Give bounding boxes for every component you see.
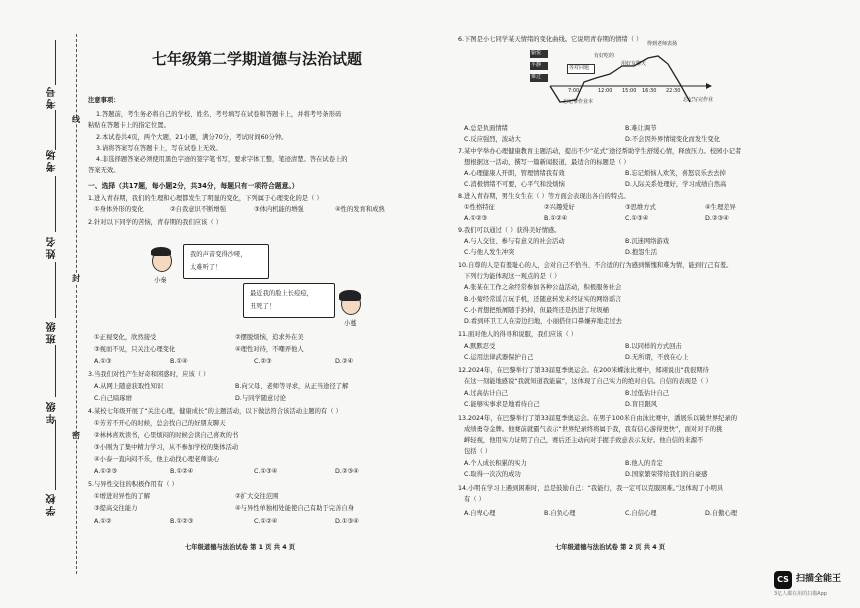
label-xingming: 姓名 (47, 235, 58, 259)
fill-line-xuexiao (55, 420, 56, 490)
label-nianji: 年级 (47, 400, 58, 424)
label-kaochang: 考场 (47, 148, 58, 172)
q9-option: A.与人交往、参与有意义的社会活动 (464, 238, 565, 245)
q11-option: B.以同样的方式回击 (625, 343, 682, 350)
seal-feng: 封 (72, 274, 80, 283)
notes-heading: 注意事项： (88, 97, 120, 104)
note-line: 答案无效。 (88, 167, 120, 174)
q4-choice: A.①②③ (94, 468, 118, 475)
q2-option: ①正视变化，欣然接受 (94, 334, 157, 341)
q4-option: ①芳芳不开心的时候，总会找自己的好朋友聊天 (94, 420, 226, 427)
q1-option: ④性的发育和成熟 (335, 206, 385, 213)
time-tick: 15:00 (622, 88, 637, 94)
section-heading: 一、选择（共17题，每小题2分，共34分，每题只有一项符合题意。） (88, 182, 299, 190)
emotion-curve (550, 53, 690, 102)
note-line: 1.答题前，考生务必将自己的学校、姓名、考号填写在试卷和答题卡上，并将考号条形码 (96, 111, 342, 118)
question-13: 13.2024年，在巴黎举行了第33届夏季奥运会。在男子100米自由泳比赛中，潘展乐以破世界纪录的 (458, 415, 738, 422)
speech-bubble-girl (243, 283, 335, 318)
q5-choice: B.①②③ (170, 518, 194, 525)
label-xuexiao: 学校 (47, 492, 58, 516)
label-banji: 班级 (47, 320, 58, 344)
q1-option: ③体内机能的增强 (254, 206, 304, 213)
curve-annotation: 用好友聊天 (621, 61, 647, 67)
scanner-brand: 扫描全能王 (796, 574, 842, 584)
q10-option: B.小菊经常谣言玩手机，还随意转发未经证实的网络谣言 (464, 296, 622, 303)
q1-option: ②自我意识不断增强 (170, 206, 227, 213)
time-tick: 7:00 (568, 88, 580, 94)
question-11: 11.面对他人的得寻和说服，我们应该（ ） (458, 331, 578, 338)
q13-option: B.他人的肯定 (625, 460, 663, 467)
note-line: 3.请将答案写在答题卡上，写在试卷上无效。 (96, 145, 222, 152)
q3-option: C.自己暗琢磨 (94, 395, 132, 402)
time-tick: 12:00 (598, 88, 613, 94)
q12-option: C.能够实事求是地看待自己 (464, 401, 540, 408)
q13-option: D.国家繁荣带给我们的自豪感 (625, 471, 708, 478)
q1-option: ①身体外形的变化 (94, 206, 144, 213)
q12-option: B.过低估计自己 (625, 390, 670, 397)
q5-option: ③提高交往能力 (94, 505, 138, 512)
girl-hair (339, 290, 361, 301)
q2-choice: B.①④ (170, 358, 188, 365)
q5-option: ①增进对异性的了解 (94, 493, 151, 500)
curve-annotation: 忘记写完作业 (683, 97, 714, 103)
q7-option: D.人际关系处理好，学习成绩自然高 (625, 181, 727, 188)
q5-choice: C.①②④ (254, 518, 278, 525)
legend-label: 愉悦 (531, 50, 542, 56)
q9-option: B.沉迷网络游戏 (625, 238, 670, 245)
question-3: 3.当我们对性产生好奇和困惑时，应该（ ） (88, 371, 210, 378)
question-5: 5.与异性交往的积极作用有（ ） (88, 481, 178, 488)
q8-option: ④生理差异 (705, 204, 736, 211)
q14-option: C.自信心理 (625, 510, 657, 517)
q12-option: D.盲目跟风 (625, 401, 658, 408)
fill-line-kaohao (55, 40, 56, 85)
question-12: 12.2024年，在巴黎举行了第33届夏季奥运会。在200米蝶泳比赛中，郑翊说出“我很期待 (458, 367, 709, 374)
question-2: 2.针对以下同学的苦恼，青春期的我们应该（ ） (88, 219, 222, 226)
q9-option: C.与他人发生冲突 (464, 249, 515, 256)
q8-option: ③思维方式 (625, 204, 656, 211)
q6-option: C.反应强烈，波动大 (464, 136, 521, 143)
seal-mi: 密 (72, 431, 80, 440)
axis-arrow (706, 83, 712, 89)
question-9: 9.我们可以通过（ ）获得美好情感。 (458, 227, 561, 234)
question-12-cont: 在这一刻能地感说“我就知道我能赢”，这体现了自己实力的绝对自信。自信的表现是（ ） (464, 378, 712, 385)
q4-choice: C.①③④ (254, 468, 278, 475)
q6-option: D.不会因外界情境变化而发生变化 (625, 136, 721, 143)
q11-option: D.无所谓，不放在心上 (625, 354, 689, 361)
q8-choice: D.②③④ (705, 215, 729, 222)
question-6: 6.下图是小七同学某天情绪的变化曲线。它说明青春期的情绪（ ） (458, 36, 643, 43)
q10-option: D.看到环卫工人在旁边扫地，小丽搭住口鼻嫌弃地走过去 (464, 318, 622, 325)
q3-option: B.向父母、老师等寻求，从正当途径了解 (235, 383, 349, 390)
emotion-curve-figure (530, 41, 715, 122)
q5-choice: A.①② (94, 518, 112, 525)
q8-option: ②兴趣爱好 (544, 204, 575, 211)
q2-choice: A.①③ (94, 358, 112, 365)
question-13-cont: 衅轻视，他用实力证明了自己，赛后还主动向对手握手致意表示友好。他自信的来源不 (464, 437, 704, 444)
q2-option: ②摆脱烦恼，追求外在美 (235, 334, 304, 341)
q7-option: C.消极情绪不可要，心平气和没烦恼 (464, 181, 565, 188)
q6-option: A.总是负面情绪 (464, 125, 508, 132)
question-14-cont: 有（ ） (464, 496, 485, 503)
question-7-cont: 想根据这一活动，撰写一篇新闻报道，最适合的标题是（ ） (464, 159, 630, 166)
question-13-cont: 包括（ ） (464, 448, 492, 455)
bubble-text: 我的声音变得沙哑， (190, 251, 247, 258)
question-1: 1.进入青春期，我们的生理和心理都发生了明显的变化，下列属于心理变化的是（ ） (88, 195, 323, 202)
exam-title: 七年级第二学期道德与法治试题 (152, 50, 363, 68)
curve-annotation: 忘记带作业本 (563, 99, 594, 105)
q10-option: A.张某在工作之余经常参加各种公益活动，积极服务社会 (464, 284, 622, 291)
scanner-tagline: 3亿人都在用的扫描App (774, 591, 827, 597)
q3-option: A.从网上随意获取性知识 (94, 383, 164, 390)
fill-line-kaochang (55, 110, 56, 150)
question-8: 8.进入青春期，男生女生在（ ）等方面会表现出各自的特点。 (458, 193, 630, 200)
q5-option: ②扩大交往范围 (235, 493, 279, 500)
q14-option: A.自卑心理 (464, 510, 496, 517)
page-footer-left: 七年级道德与法治试卷 第 1 页 共 4 页 (185, 544, 296, 551)
fill-line-banji (55, 262, 56, 318)
question-10-cont: 下列行为能体现这一观点的是（ ） (464, 273, 561, 280)
q4-option: ④小泰一直向闷不乐，他主动找心理老师谈心 (94, 456, 220, 463)
q4-choice: D.②③④ (335, 468, 359, 475)
q7-option: A.心理健康人开朗，管理情绪我有效 (464, 170, 565, 177)
q4-option: ③小刚为了集中精力学习，从不参加学校的集体活动 (94, 444, 239, 451)
question-14: 14.小明在学习上遇到困难时，总是鼓励自己：“我能行，我一定可以克服困难。”这体现了小明具 (458, 485, 724, 492)
curve-annotation: 得到老师表扬 (647, 41, 678, 47)
question-4: 4.某校七年级开展了“关注心理，健康成长”的主题活动，以下做法符合该活动主题的有（ ） (88, 408, 342, 415)
q2-option: ④理性对待，不嘲弄他人 (235, 346, 304, 353)
page-footer-right: 七年级道德与法治试卷 第 2 页 共 4 页 (555, 544, 666, 551)
name-girl: 小蔓 (344, 320, 357, 327)
legend-label: 难过 (531, 74, 542, 80)
q9-option: D.抱怨生活 (625, 249, 658, 256)
q8-choice: C.①③④ (625, 215, 649, 222)
q4-option: ②林林喜欢读书，心里烦闷的时候会读自己喜欢的书 (94, 432, 239, 439)
label-kaohao: 考号 (47, 85, 58, 109)
q2-choice: D.②④ (335, 358, 354, 365)
boy-hair (151, 247, 171, 256)
question-13-cont: 成绩勇夺金牌。他赛前就霸气表示“世界纪录终将属于我，我有信心游得更快”，面对对手的挑 (464, 426, 723, 433)
q2-choice: C.②③ (254, 358, 272, 365)
note-line: 4.非选择题答案必须使用黑色字迹的签字笔书写，要求字体工整，笔迹清楚。答在试卷上的 (96, 156, 348, 163)
question-7: 7.某中学举办心理健康教育主题活动，提出不少“花式”途径帮助学生舒缓心情，释放压力。校园小记者 (458, 148, 742, 155)
question-10: 10.自尊的人是有羞耻心的人，会对自己不恰当、不合适的行为感到惭愧和难为情，能到行己有羞。 (458, 262, 733, 269)
q8-option: ①性格特征 (464, 204, 495, 211)
name-boy: 小秦 (154, 277, 167, 284)
bubble-text: 丑死了！ (250, 303, 276, 310)
fill-line-nianji (55, 345, 56, 397)
bubble-text: 最近我的脸上长痘痘， (250, 290, 313, 297)
q8-choice: A.①②③ (464, 215, 488, 222)
time-tick: 22:30 (666, 88, 681, 94)
fill-line-xingming (55, 176, 56, 232)
q5-option: ④与异性单独相处能使自己有助于完善自身 (235, 505, 354, 512)
q8-choice: B.①②④ (544, 215, 568, 222)
q11-option: A.默默忍受 (464, 343, 496, 350)
q3-option: D.与同学随意讨论 (235, 395, 286, 402)
bubble-text: 太难听了！ (190, 264, 222, 271)
q12-option: A.过高估计自己 (464, 390, 508, 397)
scanner-logo-icon: CS (774, 571, 792, 589)
curve-annotation: 有好吃的 (594, 53, 615, 59)
q14-option: D.自傲心理 (705, 510, 738, 517)
q14-option: B.自负心理 (544, 510, 576, 517)
q6-option: B.难让调节 (625, 125, 657, 132)
note-line: 2.本试卷共4页，两个大题，21小题，满分70分，考试时间60分钟。 (96, 134, 288, 141)
q13-option: C.取得一次次的成功 (464, 471, 521, 478)
time-tick: 16:30 (642, 88, 657, 94)
q11-option: C.运用法律武器保护自己 (464, 354, 534, 361)
curve-annotation: 等对同题 (569, 65, 590, 71)
q10-option: C.小青想把纸屑随手扔掉，但最终还是扔进了垃圾桶 (464, 307, 609, 314)
speech-bubble-boy (183, 244, 269, 279)
legend-label: 平静 (531, 62, 542, 68)
seal-xian: 线 (72, 115, 80, 124)
note-line: 粘贴在答题卡上的指定位置。 (88, 122, 170, 129)
q2-option: ③视而不见，只关注心理变化 (94, 346, 176, 353)
q5-choice: D.①③④ (335, 518, 359, 525)
q4-choice: B.①②④ (170, 468, 194, 475)
q7-option: B.忘记烦恼人欢笑，喜怒哀乐去去掉 (625, 170, 726, 177)
q13-option: A.个人成长积累的实力 (464, 460, 527, 467)
